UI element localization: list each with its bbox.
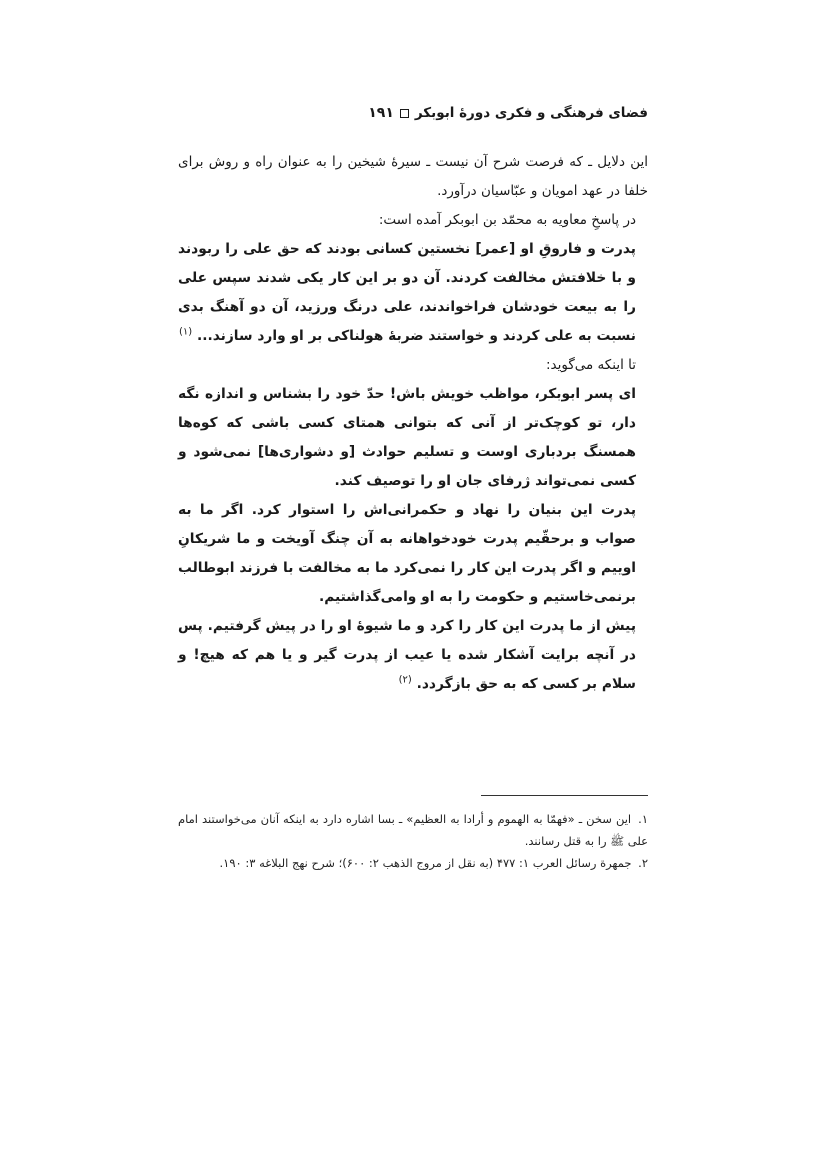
quote-2-paragraph-3 (178, 612, 636, 699)
footnote-1-text: این سخن ـ «فهمّا به الهموم و أرادا به العظیم» ـ بسا اشاره دارد به اینکه آنان می‌خواستند امام علی ﷺ را به قتل رسانند. (178, 812, 648, 848)
body-text (178, 148, 648, 699)
bridge-line: تا اینکه می‌گوید: (545, 357, 636, 373)
footnotes (178, 808, 648, 874)
footnote-mark-2: (۲) (398, 674, 412, 686)
footnote-1 (178, 808, 648, 852)
footnote-2 (178, 852, 648, 874)
page-number: ۱۹۱ (368, 105, 394, 121)
running-header (368, 103, 648, 123)
quote-lead: در پاسخِ معاویه به محمّد بن ابوبکر آمده است: (378, 212, 636, 228)
footnote-divider (481, 795, 648, 796)
intro-paragraph: این دلایل ـ که فرصت شرح آن نیست ـ سیرهٔ شیخین را به عنوان راه و روش برای خلفا در عهد امویان و عبّاسیان درآورد. (178, 154, 648, 199)
quote-1-text: پدرت و فاروقِ او [عمر] نخستین کسانی بودند که حق علی را ربودند و با خلافتش مخالفت کردند. آن دو بر این کار یکی شدند سپس علی را به بیعت خودشان فراخواندند، علی درنگ ورزید، آن دو آهنگ بدی نسبت به علی کردند و خواستند ضربهٔ هولناکی بر او وارد سازند... (178, 241, 636, 344)
square-bullet-icon (400, 109, 409, 118)
footnote-1-number: ۱. (638, 812, 649, 826)
quote-block-1 (178, 235, 636, 351)
quote-2-paragraph-3-text: پیش از ما پدرت این کار را کرد و ما شیوهٔ او را در پیش گرفتیم. پس در آنچه برایت آشکار شده یا عیب از پدرت گیر و یا هم که هیچ! و سلام بر کسی که به حق بازگردد. (178, 618, 636, 692)
footnote-2-number: ۲. (638, 856, 648, 870)
quote-2-paragraph-1: ای پسر ابوبکر، مواظب خویش باش! حدّ خود را بشناس و اندازه نگه دار، تو کوچک‌تر از آنی که بتوانی همتای کسی باشی که کوه‌ها همسنگ بردباری اوست و تسلیم حوادث [و دشواری‌ها] نمی‌شود و کسی نمی‌تواند ژرفای جان او را توصیف کند. (178, 386, 636, 489)
chapter-title: فضای فرهنگی و فکری دورهٔ ابوبکر (414, 105, 648, 121)
footnote-mark-1: (۱) (178, 326, 193, 338)
footnote-2-text: جمهرة رسائل العرب ۱: ۴۷۷ (به نقل از مروج الذهب ۲: ۶۰۰)؛ شرح نهج البلاغه ۳: ۱۹۰. (219, 856, 632, 870)
quote-2-paragraph-2: پدرت این بنیان را نهاد و حکمرانی‌اش را استوار کرد. اگر ما به صواب و برحقّیم پدرت خودخواهانه به آن چنگ آویخت و ما شریکانِ اوییم و اگر پدرت این کار را نمی‌کرد ما به مخالفت با فرزند ابوطالب برنمی‌خاستیم و حکومت را به او وامی‌گذاشتیم. (178, 502, 636, 605)
